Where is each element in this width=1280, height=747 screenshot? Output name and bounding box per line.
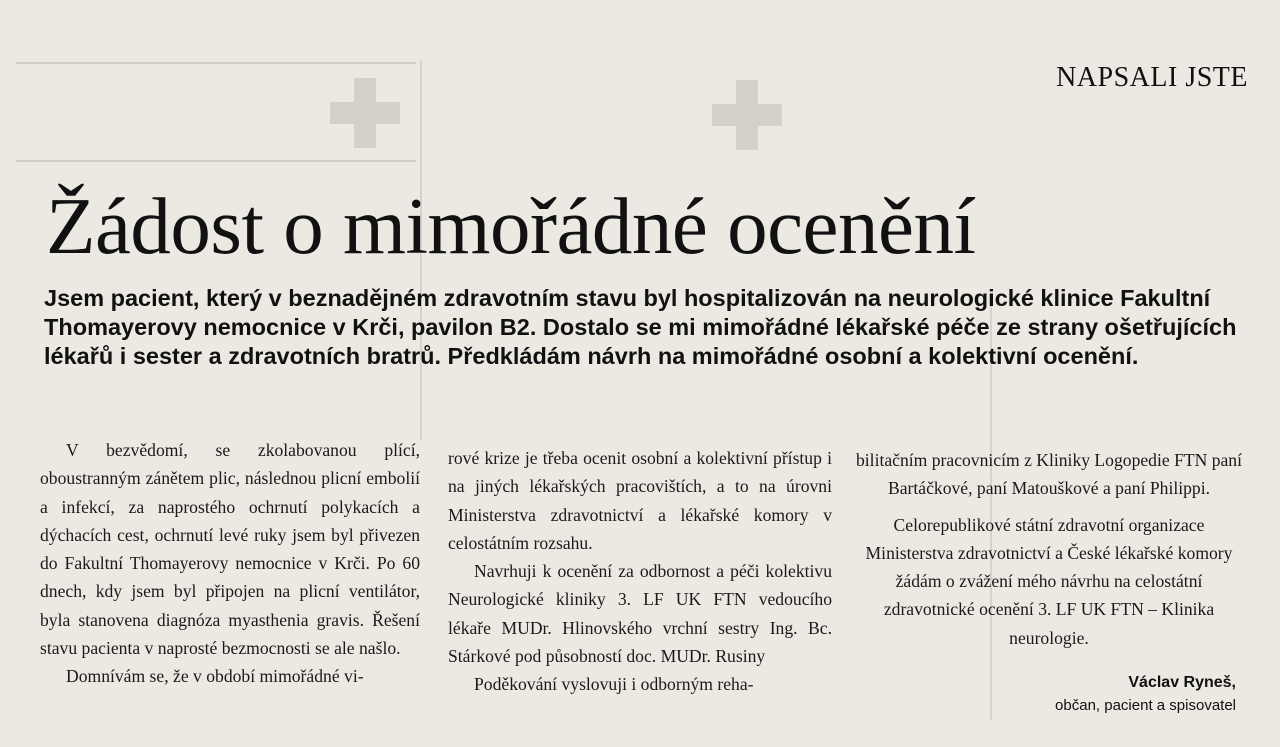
author-signature [1055, 672, 1236, 718]
article-lead: Jsem pacient, který v beznadějném zdravotním stavu byl hospitalizován na neurologické klinice Fakultní Thomayerovy nemocnice v Krči, pavilon B2. Dostalo se mi mimořádné lékařské péče ze strany ošetřujících lékařů i sester a zdravotních bratrů. Předkládám návrh na mimořádné osobní a kolektivní ocenění. [44, 285, 1237, 369]
author-role: občan, pacient a spisovatel [1055, 697, 1236, 714]
paragraph: Poděkování vyslovuji i odborným reha- [474, 674, 754, 695]
article-column-1 [40, 436, 420, 691]
section-label: NAPSALI JSTE [1056, 62, 1248, 93]
paragraph: rové krize je třeba ocenit osobní a kolektivní přístup i na jiných lékařských pracovištích, a to na úrovni Ministerstva zdravotnictví a lékařské komory v celostátním rozsahu. [448, 448, 832, 553]
article-column-3 [856, 446, 1242, 652]
bleed-through-rule [16, 62, 416, 64]
paragraph: Celorepublikové státní zdravotní organizace Ministerstva zdravotnictví a České lékařské komory žádám o zvážení mého návrhu na celostátní zdravotnické ocenění 3. LF UK FTN – Klinika neurologie. [865, 514, 1233, 648]
bleed-through-cross [330, 78, 400, 148]
paragraph: bilitačním pracovnicím z Kliniky Logopedie FTN paní Bartáčkové, paní Matouškové a paní Philippi. [856, 450, 1242, 499]
paragraph: V bezvědomí, se zkolabovanou plící, oboustranným zánětem plic, následnou plicní embolií a infekcí, za naprostého ochrnutí polykacích a dýchacích cest, ochrnutí levé ruky jsem byl přivezen do Fakultní Thomayerovy nemocnice v Krči. Po 60 dnech, kdy jsem byl připojen na plicní ventilátor, byla stanovena diagnóza myasthenia gravis. Řešení stavu pacienta v naprosté bezmocnosti se ale našlo. [40, 440, 420, 659]
author-name: Václav Ryneš, [1128, 674, 1236, 691]
article-headline: Žádost o mimořádné ocenění [46, 181, 976, 271]
paragraph: Navrhuji k ocenění za odbornost a péči kolektivu Neurologické kliniky 3. LF UK FTN vedoucího lékaře MUDr. Hlinovského vrchní sestry Ing. Bc. Stárkové pod působností doc. MUDr. Rusiny [448, 561, 832, 667]
article-column-2 [448, 444, 832, 699]
bleed-through-cross [712, 80, 782, 150]
bleed-through-rule [16, 160, 416, 162]
paragraph: Domnívám se, že v období mimořádné vi- [66, 666, 364, 687]
